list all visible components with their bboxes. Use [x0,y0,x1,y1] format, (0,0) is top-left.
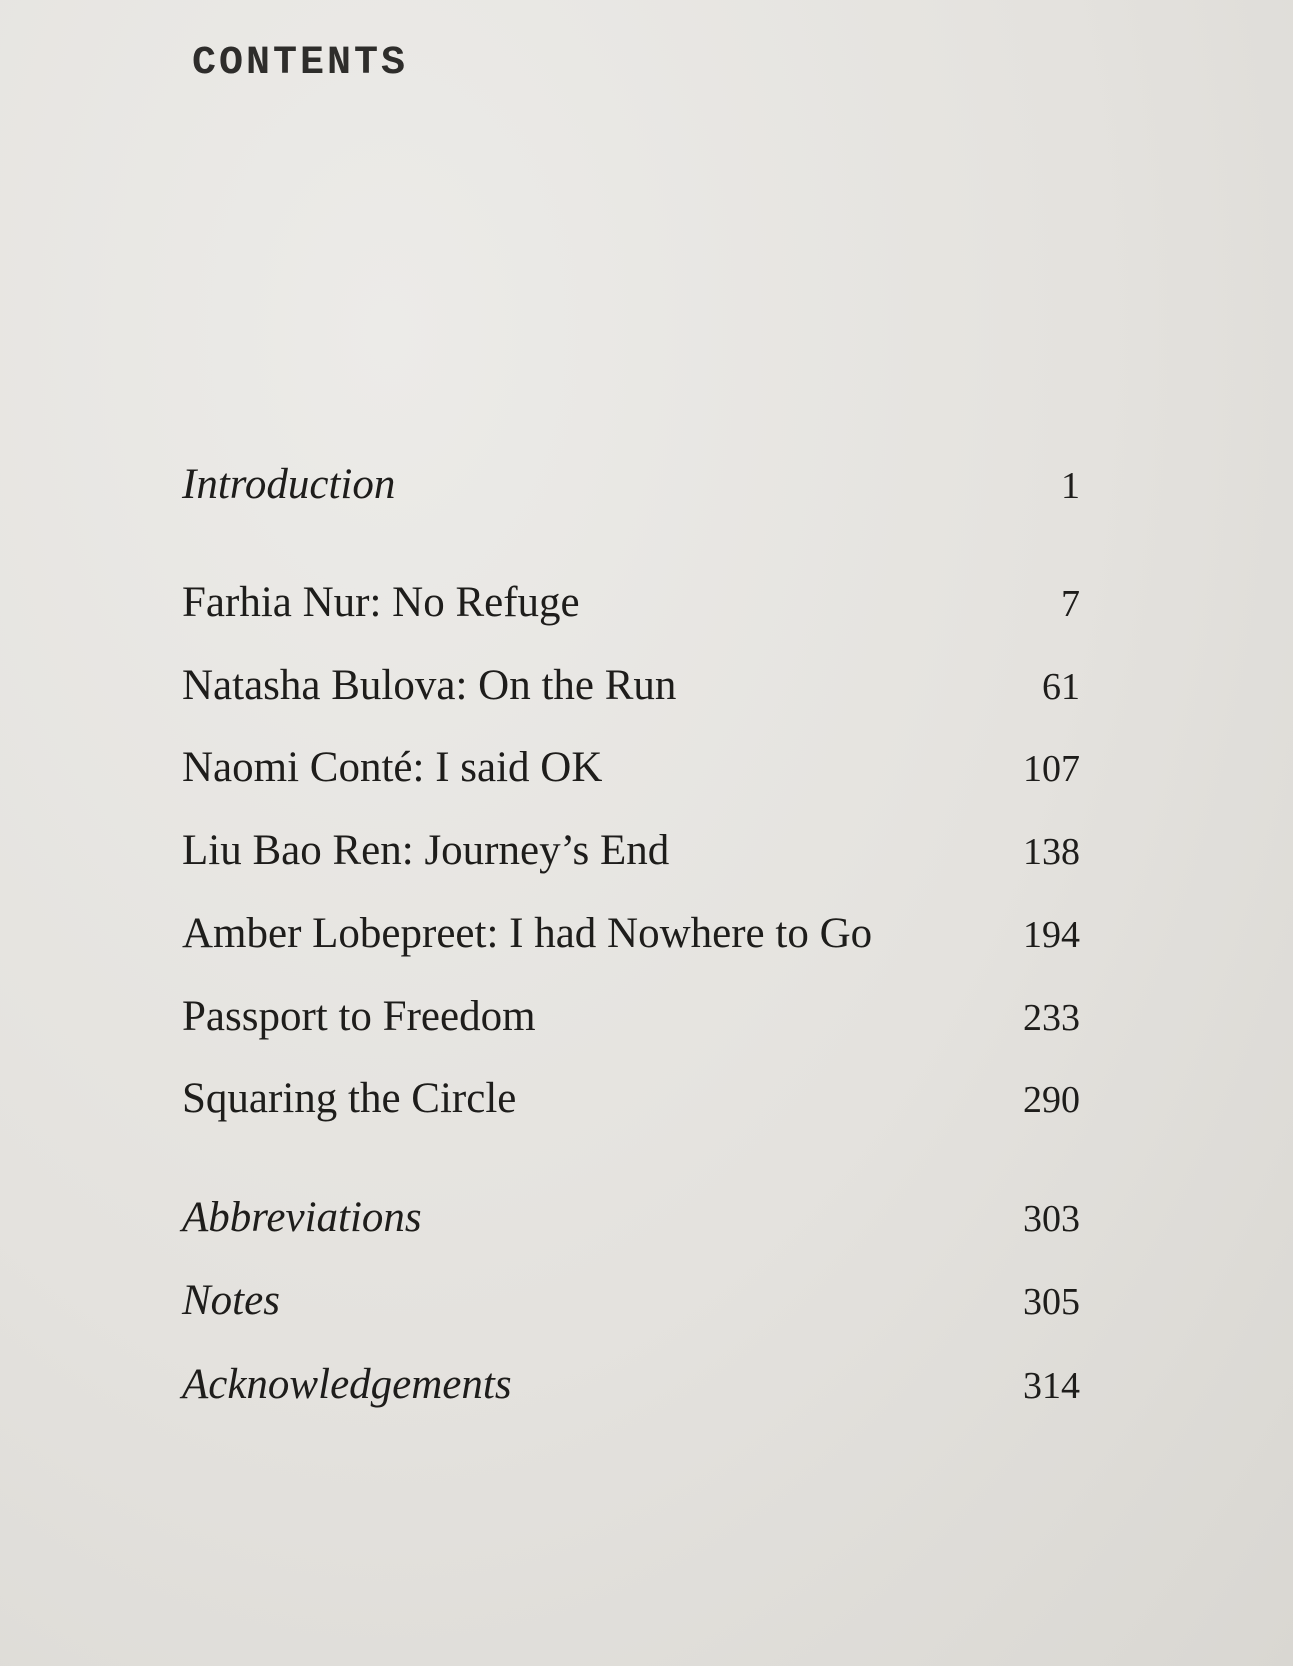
toc-entry-page-number: 194 [1023,914,1080,956]
toc-entry-title: Abbreviations [182,1194,422,1241]
toc-entry-introduction [182,460,1080,530]
toc-entry-abbreviations [182,1193,1080,1263]
toc-entry-page-number: 233 [1023,997,1080,1039]
toc-entry-page-number: 138 [1023,831,1080,873]
toc-entry-title: Introduction [182,461,396,508]
toc-entry-page-number: 107 [1023,748,1080,790]
toc-entry-naomi-conte [182,743,1080,813]
toc-entry-amber-lobepreet [182,909,1080,979]
toc-entry-page-number: 303 [1023,1198,1080,1240]
toc-entry-title: Natasha Bulova: On the Run [182,662,677,709]
toc-entry-farhia-nur [182,578,1080,648]
toc-entry-title: Amber Lobepreet: I had Nowhere to Go [182,910,873,957]
toc-entry-squaring-the-circle [182,1074,1080,1144]
toc-entry-title: Acknowledgements [182,1361,512,1408]
toc-entry-title: Naomi Conté: I said OK [182,744,603,791]
toc-entry-acknowledgements [182,1360,1080,1430]
toc-entry-page-number: 7 [1061,583,1080,625]
contents-heading: CONTENTS [192,41,409,86]
toc-entry-page-number: 290 [1023,1079,1080,1121]
toc-entry-page-number: 61 [1042,666,1080,708]
toc-entry-title: Farhia Nur: No Refuge [182,579,580,626]
toc-entry-natasha-bulova [182,661,1080,731]
toc-entry-title: Liu Bao Ren: Journey’s End [182,827,670,874]
toc-entry-liu-bao-ren [182,826,1080,896]
toc-entry-page-number: 1 [1061,465,1080,507]
toc-entry-page-number: 305 [1023,1281,1080,1323]
toc-entry-notes [182,1276,1080,1346]
toc-entry-title: Squaring the Circle [182,1075,517,1122]
toc-entry-title: Notes [182,1277,280,1324]
toc-entry-passport-to-freedom [182,992,1080,1062]
toc-entry-page-number: 314 [1023,1365,1080,1407]
toc-entry-title: Passport to Freedom [182,993,536,1040]
